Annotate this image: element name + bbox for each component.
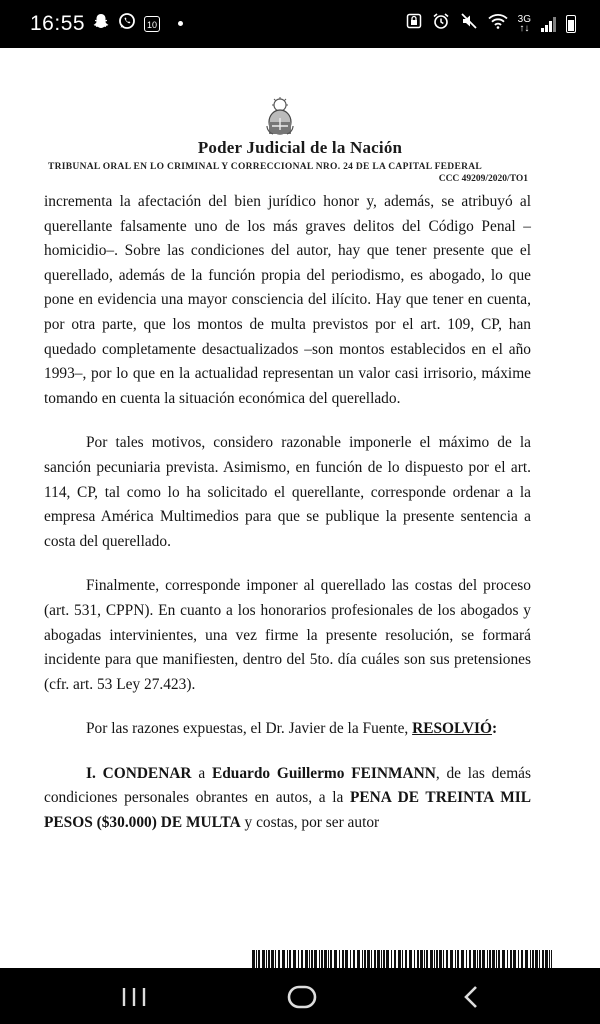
snapchat-icon (92, 12, 110, 35)
network-type-label: 3G (517, 13, 531, 25)
sentence-numeral: I. CONDENAR (86, 764, 192, 782)
lock-notification-icon (406, 13, 422, 34)
signal-strength-icon (541, 16, 556, 32)
resolution-lead-text: Por las razones expuestas, el Dr. Javier de la Fuente, (86, 720, 409, 738)
tribunal-heading: TRIBUNAL ORAL EN LO CRIMINAL Y CORRECCIONAL NRO. 24 DE LA CAPITAL FEDERAL (48, 162, 483, 172)
sentence-middle: , de las demás condiciones personales obrantes en autos, a la (44, 764, 531, 807)
paragraph-sanction: Por tales motivos, considero razonable imponerle el máximo de la sanción pecuniaria prevista. Asimismo, en función de lo dispuesto por el art. 114, CP, tal como lo ha solicitado el querellante, corresponde ordenar a la empresa América Multimedios para que se publique la presente sentencia a costa del querellado. (44, 434, 531, 550)
resolvio-heading: RESOLVIÓ (412, 720, 492, 738)
document-body (44, 190, 531, 856)
mute-icon (460, 12, 478, 35)
more-notifications-dot-icon (178, 21, 183, 26)
sentence-tail: y costas, por ser autor (240, 814, 380, 832)
back-icon[interactable] (452, 982, 492, 1012)
paragraph-resolution-lead (44, 717, 531, 742)
notification-icons (92, 12, 183, 35)
recents-icon[interactable] (114, 982, 154, 1012)
system-icons (406, 12, 576, 35)
paragraph-aggravation: incrementa la afectación del bien jurídico honor y, además, se atribuyó al querellante falsamente uno de los más graves delitos del Código Penal –homicidio–. Sobre las condiciones del autor, hay que tener presente que el querellado, además de la función propia del periodismo, es abogado, lo que pone en evidencia una mayor consciencia del ilícito. Hay que tener en cuenta, por otra parte, que los montos de multa previstos por el art. 109, CP, han quedado completamente desactualizados –son montos establecidos en el año 1993–, por lo que en la actualidad representan un valor casi irrisorio, máxime tomando en cuenta la situación económica del querellado. (44, 193, 531, 407)
network-activity-arrows: ↑↓ (519, 22, 530, 34)
calendar-icon: 10 (144, 16, 160, 32)
coat-of-arms-icon (263, 96, 297, 136)
resolvio-colon: : (491, 720, 498, 738)
battery-icon (566, 15, 576, 33)
network-type-indicator (518, 15, 531, 33)
navigation-bar (0, 968, 600, 1024)
wifi-icon (488, 13, 508, 34)
status-bar (0, 0, 600, 48)
home-icon[interactable] (282, 982, 322, 1012)
status-time: 16:55 (30, 12, 86, 35)
whatsapp-icon (118, 12, 136, 35)
defendant-name: Eduardo Guillermo FEINMANN (211, 764, 436, 782)
document-page (0, 48, 600, 968)
institution-title: Poder Judicial de la Nación (197, 138, 403, 157)
sentence-connector: a (191, 764, 212, 782)
paragraph-costs: Finalmente, corresponde imponer al querellado las costas del proceso (art. 531, CPPN). En cuanto a los honorarios profesionales de los abogados y abogadas intervinientes, una vez firme la presente resolución, se formará incidente para que manifiesten, dentro del 5to. día cuáles son sus pretensiones (cfr. art. 53 Ley 27.423). (44, 577, 531, 693)
paragraph-sentence (44, 762, 531, 836)
penalty-text: PENA DE TREINTA MIL PESOS ($30.000) DE MULTA (44, 789, 532, 832)
case-number: CCC 49209/2020/TO1 (438, 174, 528, 184)
alarm-icon (432, 12, 450, 35)
